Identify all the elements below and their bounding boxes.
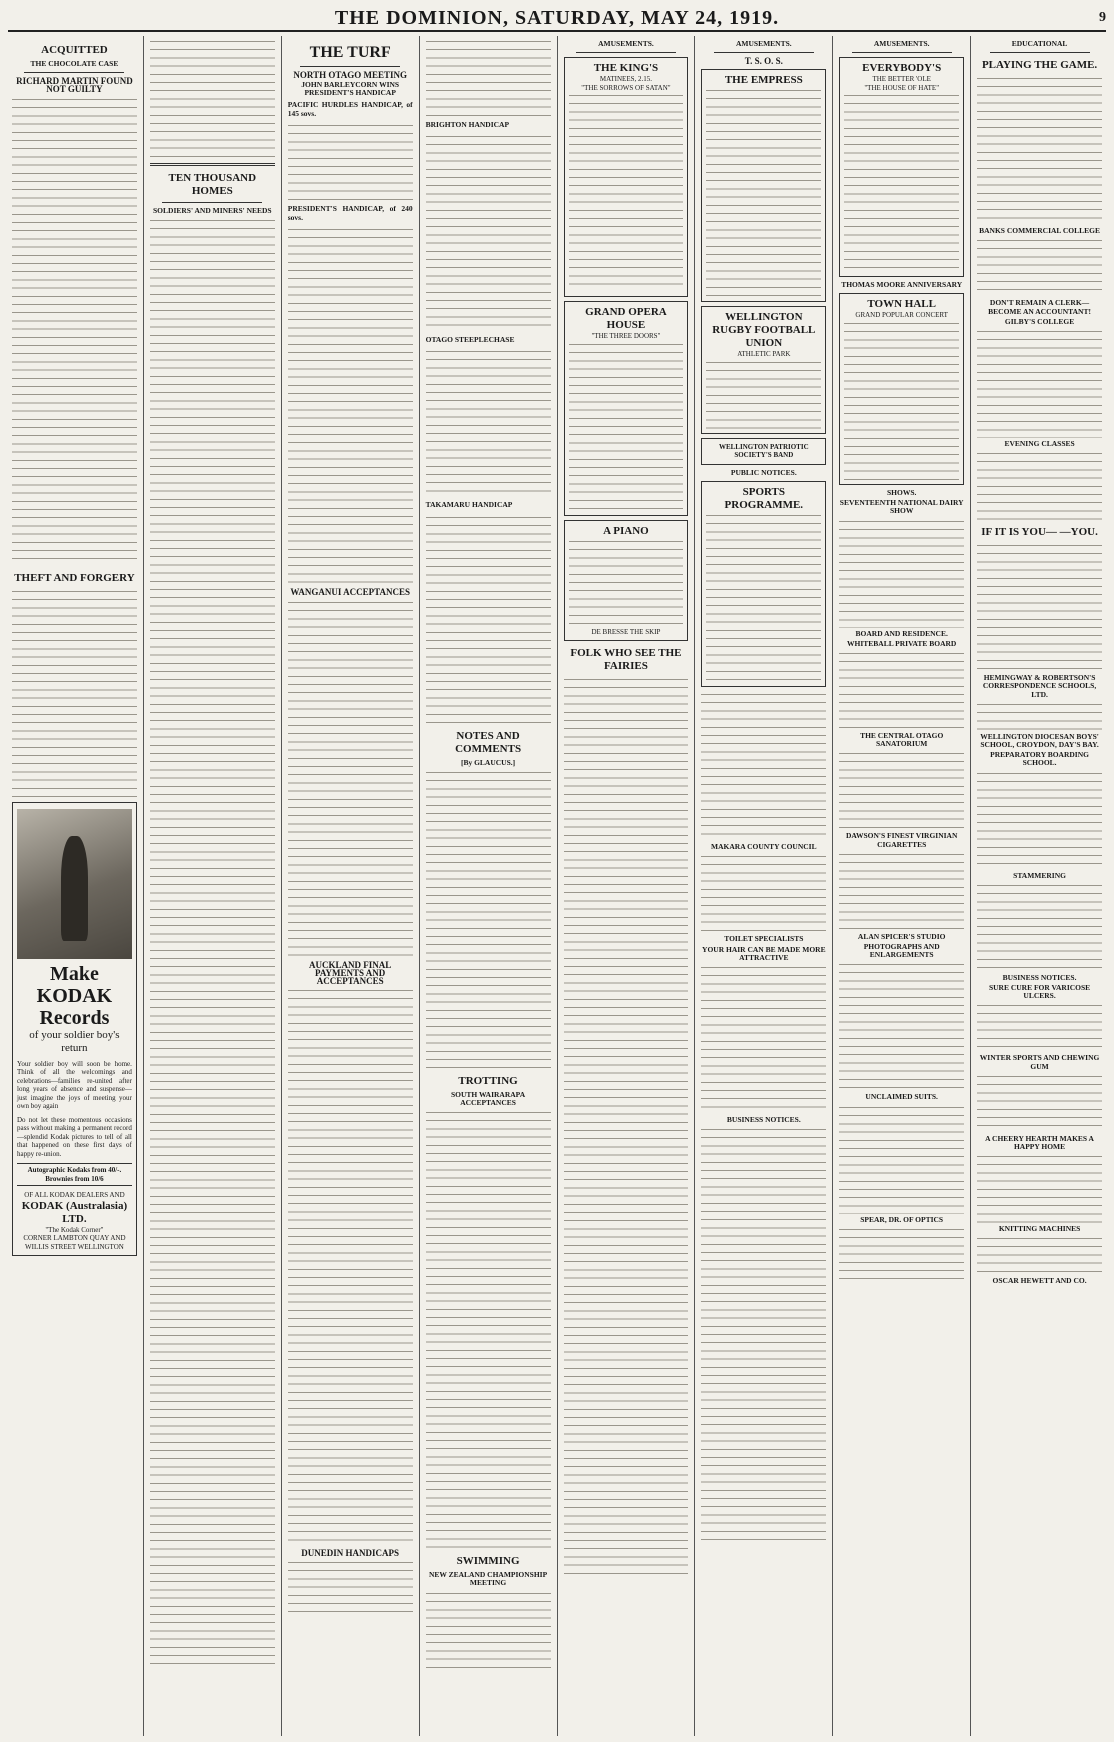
column-6: AMUSEMENTS. T. S. O. S. THE EMPRESS WELLINGTON RUGBY FOOTBALL UNION ATHLETIC PARK WELLINGTON PATRIOTIC SOCIETY'S BAND PUBLIC NOTICES. SPORTS PROGRAMME. MAKARA COUNTY COUNCIL TOILET SPECIALISTS YOUR HAIR CAN BE MADE MORE ATTRACTIVE BUSINESS NOTICES. — [695, 36, 833, 1736]
column-8: EDUCATIONAL PLAYING THE GAME. BANKS COMMERCIAL COLLEGE DON'T REMAIN A CLERK—BECOME AN ACCOUNTANT! GILBY'S COLLEGE EVENING CLASSES IF IT IS YOU— —YOU. HEMINGWAY & ROBERTSON'S CORRESPONDENCE SCHOOLS, LTD. WELLINGTON DIOCESAN BOYS' SCHOOL, CROYDON, DAY'S BAY. PREPARATORY BOARDING SCHOOL. STAMMERING BUSINESS NOTICES. SURE CURE FOR VARICOSE ULCERS. WINTER SPORTS AND CHEWING GUM A CHEERY HEARTH MAKES A HAPPY HOME KNITTING MACHINES OSCAR HEWETT AND CO. — [971, 36, 1108, 1736]
column-grid — [6, 36, 1108, 1736]
race-entry: BRIGHTON HANDICAP — [425, 120, 510, 129]
article-body — [12, 588, 137, 798]
subhead-dunedin: DUNEDIN HANDICAPS — [301, 1548, 400, 1559]
headline-trotting: TROTTING — [458, 1074, 518, 1087]
section-educational: EDUCATIONAL — [1011, 39, 1068, 48]
section-amusements: AMUSEMENTS. — [598, 39, 654, 48]
kings-theatre-ad: THE KING'S MATINEES, 2.15. "THE SORROWS OF SATAN" — [564, 57, 689, 297]
kodak-tagline: "The Kodak Corner" — [45, 1225, 104, 1234]
patriotic-band-ad: WELLINGTON PATRIOTIC SOCIETY'S BAND — [701, 438, 826, 465]
race-entry: PRESIDENT'S HANDICAP, of 240 sovs. — [287, 204, 413, 223]
subhead-chocolate-case: THE CHOCOLATE CASE — [30, 59, 119, 68]
masthead — [8, 6, 1106, 32]
column-2 — [144, 36, 282, 1736]
kodak-address: CORNER LAMBTON QUAY AND WILLIS STREET WELLINGTON — [23, 1234, 126, 1251]
race-entry: PACIFIC HURDLES HANDICAP, of 145 sovs. — [287, 99, 413, 118]
article-body — [426, 769, 551, 1069]
section-business-notices: BUSINESS NOTICES. — [1002, 972, 1077, 982]
sports-programme-ad: SPORTS PROGRAMME. — [701, 481, 826, 687]
article-body — [426, 1109, 551, 1549]
article-body — [426, 514, 551, 724]
byline-glaucus: [By GLAUCUS.] — [460, 757, 516, 767]
kodak-subheadline: of your soldier boy's return — [29, 1028, 120, 1054]
race-entry: OTAGO STEEPLECHASE — [425, 335, 515, 345]
subhead-wanganui: WANGANUI ACCEPTANCES — [290, 587, 410, 598]
article-body — [288, 987, 413, 1547]
kodak-company: KODAK (Australasia) LTD. — [21, 1199, 128, 1225]
article-body — [426, 348, 551, 498]
headline-folk-fairies: FOLK WHO SEE THE FAIRIES — [570, 647, 682, 673]
article-body — [12, 96, 137, 566]
kodak-dealers: OF ALL KODAK DEALERS AND — [24, 1191, 125, 1200]
page-title: THE DOMINION, SATURDAY, MAY 24, 1919. — [334, 6, 780, 29]
subhead-south-wairarapa: SOUTH WAIRARAPA ACCEPTANCES — [451, 1089, 526, 1108]
story-head: RICHARD MARTIN FOUND NOT GUILTY — [16, 76, 133, 95]
article-body — [288, 1559, 413, 1619]
headline-notes-comments: NOTES AND COMMENTS — [455, 729, 522, 755]
section-business-notices: BUSINESS NOTICES. — [726, 1114, 801, 1124]
article-body — [288, 122, 413, 202]
article-body — [150, 217, 275, 1667]
kodak-price: Autographic Kodaks from 40/-. Brownies from 10/6 — [17, 1163, 132, 1186]
soldier-photo — [17, 809, 132, 959]
everybodys-ad: EVERYBODY'S THE BETTER 'OLE "THE HOUSE OF HATE" — [839, 57, 964, 277]
column-3 — [282, 36, 420, 1736]
article-body — [426, 1590, 551, 1670]
subhead-north-otago: NORTH OTAGO MEETING — [293, 70, 407, 80]
subhead-soldiers-miners: SOLDIERS' AND MINERS' NEEDS — [153, 206, 272, 215]
kodak-advertisement — [12, 802, 137, 1257]
column-7: AMUSEMENTS. EVERYBODY'S THE BETTER 'OLE "THE HOUSE OF HATE" THOMAS MOORE ANNIVERSARY TOWN HALL GRAND POPULAR CONCERT SHOWS. SEVENTEENTH NATIONAL DAIRY SHOW BOARD AND RESIDENCE. WHITEBALL PRIVATE BOARD THE CENTRAL OTAGO SANATORIUM DAWSON'S FINEST VIRGINIAN CIGARETTES ALAN SPICER'S STUDIO PHOTOGRAPHS AND ENLARGEMENTS UNCLAIMED SUITS. SPEAR, DR. OF OPTICS — [833, 36, 971, 1736]
subhead-barleycorn: JOHN BARLEYCORN WINS PRESIDENT'S HANDICAP — [301, 80, 400, 98]
grand-opera-house-ad: GRAND OPERA HOUSE "THE THREE DOORS" — [564, 301, 689, 516]
toilet-specialists: TOILET SPECIALISTS — [724, 934, 804, 944]
headline-theft-forgery: THEFT AND FORGERY — [14, 571, 135, 584]
article-body — [288, 226, 413, 586]
empress-ad: THE EMPRESS — [701, 69, 826, 302]
headline-swimming: SWIMMING — [456, 1555, 520, 1568]
section-public-notices: PUBLIC NOTICES. — [730, 467, 797, 477]
article-body — [564, 676, 689, 1576]
section-shows: SHOWS. — [886, 487, 917, 497]
kodak-headline: Make KODAK Records — [36, 962, 113, 1029]
rugby-ad: WELLINGTON RUGBY FOOTBALL UNION ATHLETIC PARK — [701, 306, 826, 434]
headline-the-turf: THE TURF — [309, 44, 391, 61]
page-number: 9 — [1099, 10, 1106, 25]
section-amusements: AMUSEMENTS. — [873, 39, 930, 48]
subhead-auckland: AUCKLAND FINAL PAYMENTS AND ACCEPTANCES — [309, 959, 392, 987]
article-body — [426, 133, 551, 333]
article-body — [288, 599, 413, 959]
section-amusements: AMUSEMENTS. — [735, 39, 792, 48]
kodak-body: Your soldier boy will soon be home. Think of all the welcomings and celebrations—families re-united after long years of absence and suspense—just imagine the joys of meeting your own boy again — [17, 1059, 132, 1111]
section-board-residence: BOARD AND RESIDENCE. — [855, 628, 948, 638]
piano-ad: A PIANO DE BRESSE THE SKIP — [564, 520, 689, 642]
kodak-body-2: Do not let these momentous occasions pass without making a permanent record—splendid Kodak pictures to tell of all that happened on these first days of happy re-union. — [17, 1115, 132, 1158]
headline-ten-thousand-homes: TEN THOUSAND HOMES — [168, 172, 257, 197]
article-body — [426, 38, 551, 118]
column-5 — [558, 36, 696, 1736]
column-1 — [6, 36, 144, 1736]
article-body — [150, 38, 275, 158]
column-4 — [420, 36, 558, 1736]
town-hall-ad: TOWN HALL GRAND POPULAR CONCERT — [839, 293, 964, 485]
race-entry: TAKAMARU HANDICAP — [425, 500, 513, 510]
subhead-nz-championship: NEW ZEALAND CHAMPIONSHIP MEETING — [428, 1570, 548, 1588]
makara-council: MAKARA COUNTY COUNCIL — [711, 842, 817, 852]
headline-acquitted: ACQUITTED — [41, 44, 108, 56]
